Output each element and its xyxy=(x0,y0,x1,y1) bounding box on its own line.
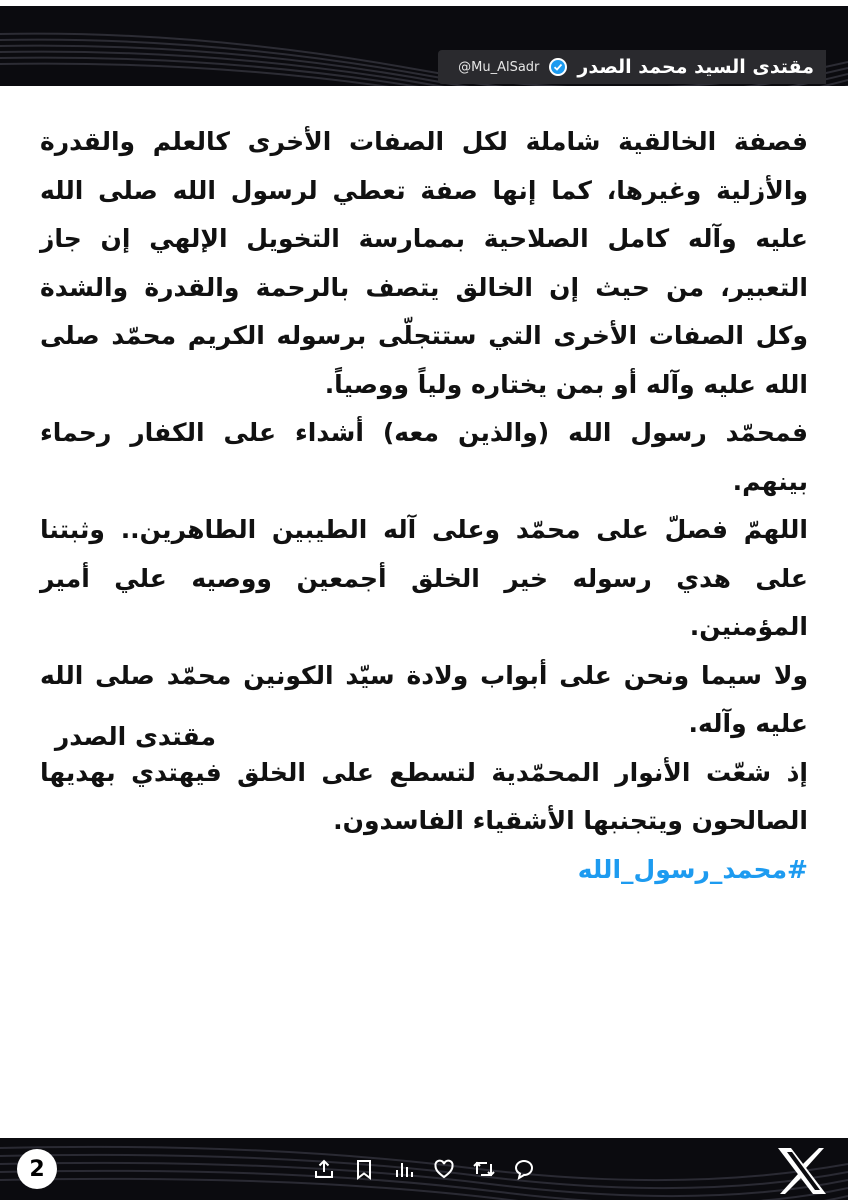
verified-badge-icon xyxy=(549,58,567,76)
post-paragraph: إذ شعّت الأنوار المحمّدية لتسطع على الخلق فيهتدي بهديها الصالحون ويتجنبها الأشقياء الفاسدون. xyxy=(40,757,808,835)
share-icon[interactable] xyxy=(312,1157,336,1181)
post-paragraph: ولا سيما ونحن على أبواب ولادة سيّد الكونين محمّد صلى الله عليه وآله. xyxy=(40,660,808,738)
author-name-plate[interactable] xyxy=(438,50,826,84)
post-body xyxy=(40,118,808,894)
repost-icon[interactable] xyxy=(472,1157,496,1181)
reply-icon[interactable] xyxy=(512,1157,536,1181)
bookmark-icon[interactable] xyxy=(352,1157,376,1181)
author-display-name[interactable]: مقتدى السيد محمد الصدر xyxy=(577,56,814,78)
post-paragraph: اللهمّ فصلّ على محمّد وعلى آله الطيبين الطاهرين.. وثبتنا على هدي رسوله خير الخلق أجمعين ووصيه علي أمير المؤمنين. xyxy=(40,515,808,641)
author-handle[interactable]: @Mu_AlSadr xyxy=(458,59,540,75)
hashtag-link[interactable]: #محمد_رسول_الله xyxy=(577,854,808,884)
post-paragraph: فمحمّد رسول الله (والذين معه) أشداء على الكفار رحماء بينهم. xyxy=(40,418,808,496)
post-paragraph: فصفة الخالقية شاملة لكل الصفات الأخرى كالعلم والقدرة والأزلية وغيرها، كما إنها صفة تعطي لرسول الله صلى الله عليه وآله كامل الصلاحية بممارسة التخويل الإلهي إن جاز التعبير، من حيث إن الخالق يتصف بالرحمة والقدرة والشدة وكل الصفات الأخرى التي ستتجلّى برسوله الكريم محمّد صلى الله عليه وآله أو بمن يختاره ولياً ووصياً. xyxy=(40,127,808,399)
x-logo-icon xyxy=(776,1146,828,1196)
views-icon[interactable] xyxy=(392,1157,416,1181)
post-actions xyxy=(312,1156,536,1182)
post-signature: مقتدى الصدر xyxy=(54,722,216,751)
post-footer xyxy=(0,1138,848,1200)
post-header xyxy=(0,0,848,86)
page-number-badge: 2 xyxy=(17,1149,57,1189)
like-icon[interactable] xyxy=(432,1157,456,1181)
